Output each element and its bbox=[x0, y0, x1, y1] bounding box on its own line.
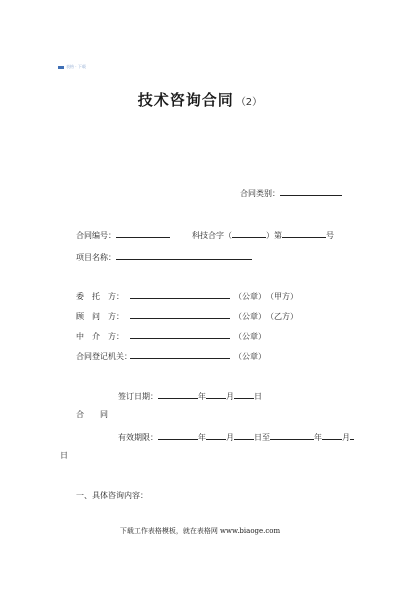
contract-ref-row bbox=[192, 229, 334, 241]
contract-no-row bbox=[76, 229, 170, 241]
logo-icon bbox=[58, 66, 64, 69]
page-footer: 下载工作表格模板，就在表格网 www.biaoge.com bbox=[119, 527, 281, 535]
party-row-consultant bbox=[76, 310, 298, 322]
validity-month2-unit: 月 bbox=[342, 433, 350, 442]
contract-char-1: 合 bbox=[76, 410, 84, 419]
party-seal: （公章） bbox=[234, 352, 266, 361]
validity-day-wrap: 日 bbox=[60, 451, 68, 460]
sign-day-unit: 日 bbox=[254, 392, 262, 401]
sign-date-label: 签订日期： bbox=[118, 392, 158, 401]
sign-year-field[interactable] bbox=[158, 390, 198, 399]
party-role: （甲方） bbox=[270, 292, 298, 301]
contract-ref-suffix: 号 bbox=[326, 231, 334, 240]
party-consultant-field[interactable] bbox=[130, 310, 230, 319]
project-label: 项目名称： bbox=[76, 253, 116, 262]
contract-ref-number-field[interactable] bbox=[282, 229, 326, 238]
contract-type-label: 合同类别： bbox=[240, 189, 280, 198]
sign-month-unit: 月 bbox=[226, 392, 234, 401]
project-name-field[interactable] bbox=[116, 251, 252, 260]
validity-end-year-field[interactable] bbox=[270, 431, 314, 440]
validity-day-to: 日至 bbox=[254, 433, 270, 442]
party-seal: （公章） bbox=[234, 292, 266, 301]
party-client-field[interactable] bbox=[130, 290, 230, 299]
party-registry-field[interactable] bbox=[130, 350, 230, 359]
party-row-client bbox=[76, 290, 298, 302]
validity-year-unit: 年 bbox=[198, 433, 206, 442]
contract-char-2: 同 bbox=[100, 410, 108, 419]
party-label: 顾 问 方： bbox=[76, 312, 124, 321]
party-seal: （公章） bbox=[234, 332, 266, 341]
validity-start-year-field[interactable] bbox=[158, 431, 198, 440]
section-1-heading: 一、具体咨询内容： bbox=[76, 491, 148, 500]
logo-text: 表格 · 下载 bbox=[66, 64, 86, 69]
contract-type-field[interactable] bbox=[280, 187, 342, 196]
party-row-registry bbox=[76, 350, 266, 362]
contract-ref-year-field[interactable] bbox=[232, 229, 266, 238]
contract-no-label: 合同编号： bbox=[76, 231, 116, 240]
validity-row bbox=[118, 431, 354, 443]
party-intermediary-field[interactable] bbox=[130, 330, 230, 339]
validity-start-day-field[interactable] bbox=[234, 431, 254, 440]
project-row bbox=[76, 251, 252, 263]
party-label: 委 托 方： bbox=[76, 292, 124, 301]
party-seal: （公章） bbox=[234, 312, 266, 321]
contract-ref-prefix: 科技合字（ bbox=[192, 231, 232, 240]
party-label: 合同登记机关： bbox=[76, 352, 132, 361]
contract-ref-mid: ）第 bbox=[266, 231, 282, 240]
contract-no-field[interactable] bbox=[116, 229, 170, 238]
party-label: 中 介 方： bbox=[76, 332, 124, 341]
validity-start-month-field[interactable] bbox=[206, 431, 226, 440]
validity-end-day-field[interactable] bbox=[350, 431, 354, 440]
contract-type-row bbox=[240, 187, 342, 199]
sign-year-unit: 年 bbox=[198, 392, 206, 401]
title-main: 技术咨询合同 bbox=[137, 91, 234, 109]
sign-month-field[interactable] bbox=[206, 390, 226, 399]
sign-date-row bbox=[118, 390, 262, 402]
party-role: （乙方） bbox=[270, 312, 298, 321]
validity-label: 有效期限： bbox=[118, 433, 158, 442]
title-sub: （2） bbox=[235, 97, 263, 108]
party-row-intermediary bbox=[76, 330, 266, 342]
sign-day-field[interactable] bbox=[234, 390, 254, 399]
validity-month-unit: 月 bbox=[226, 433, 234, 442]
document-title bbox=[0, 90, 400, 113]
validity-end-month-field[interactable] bbox=[322, 431, 342, 440]
validity-year2-unit: 年 bbox=[314, 433, 322, 442]
